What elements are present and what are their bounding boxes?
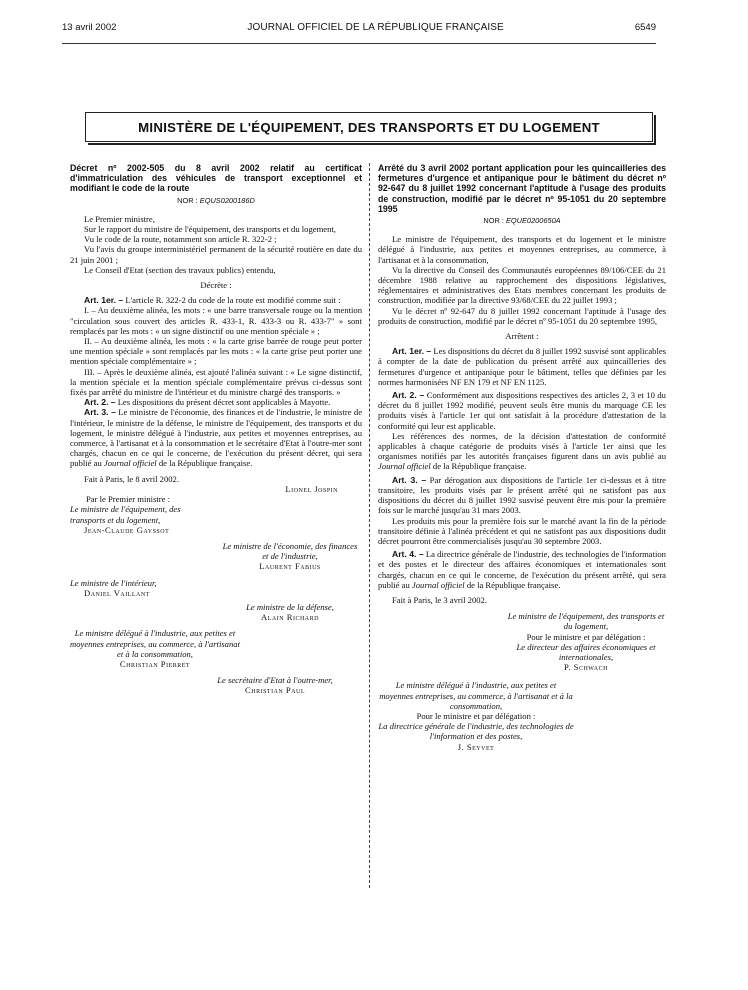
- article-label: Art. 2. –: [84, 397, 116, 408]
- signatory-title: Le secrétaire d'Etat à l'outre-mer,: [217, 675, 333, 686]
- ministry-banner: MINISTÈRE DE L'ÉQUIPEMENT, DES TRANSPORTS ET DU LOGEMENT: [85, 112, 653, 142]
- journal-officiel-ref: Journal officiel: [411, 579, 465, 590]
- fait-a-paris: Fait à Paris, le 8 avril 2002.: [84, 473, 179, 484]
- article-text: Les dispositions du décret du 8 juillet 1992 susvisé sont applicables à compter de la date de publication du présent arrêté aux quincailleries des fermetures d'urgence et antipanique pour le bâtiment, telles que définies par les normes harmonisées NF EN 179 et NF EN 1125.: [378, 346, 666, 387]
- article-1: [378, 346, 666, 387]
- article-text: La directrice générale de l'industrie, des technologies de l'information et des postes et le directeur des affaires économiques et internationales sont chargés, chacun en ce qui le concerne, de l'exécution du présent arrêté, qui sera publié au: [378, 549, 666, 590]
- fait-a-paris: Fait à Paris, le 3 avril 2002.: [392, 594, 487, 605]
- article-label: Art. 3. –: [84, 407, 116, 418]
- signature-block: [220, 541, 360, 572]
- paragraph: Le Conseil d'Etat (section des travaux publics) entendu,: [84, 264, 276, 275]
- article-label: Art. 1er. –: [84, 295, 124, 306]
- signature-block: [506, 611, 666, 672]
- delegation-line: Pour le ministre et par délégation :: [526, 631, 646, 642]
- arretent-heading: Arrêtent :: [505, 331, 539, 342]
- signatory-title: Le ministre délégué à l'industrie, aux petites et moyennes entreprises, au commerce, à l'artisanat et à la consommation,: [379, 680, 573, 711]
- article-3: [70, 407, 362, 468]
- nor-label: NOR :: [483, 216, 504, 226]
- signatory-title: Le ministre de l'économie, des finances et de l'industrie,: [222, 540, 358, 562]
- pm-signature: Lionel Jospin: [285, 483, 338, 494]
- article-label: Art. 1er. –: [392, 346, 432, 357]
- article-4: [378, 549, 666, 590]
- paragraph: Sur le rapport du ministre de l'équipement, des transports et du logement,: [84, 224, 336, 235]
- decrete-heading: Décrète :: [200, 280, 232, 291]
- article-2: [378, 390, 666, 431]
- paragraph: Vu le décret nº 92-647 du 8 juillet 1992 concernant l'aptitude à l'usage des produits de construction, modifié par le décret nº 95-1051 du 20 septembre 1995,: [378, 305, 666, 326]
- signatory-title: Le ministre délégué à l'industrie, aux petites et moyennes entreprises, au commerce, à l'artisanat et à la consommation,: [70, 628, 240, 659]
- arrete-nor: [378, 216, 666, 226]
- nor-label: NOR :: [177, 195, 198, 205]
- article-3: [378, 475, 666, 516]
- page-header: [62, 22, 656, 33]
- signatory-title: Le ministre de la défense,: [246, 601, 334, 612]
- article-text-end: de la République française.: [432, 461, 527, 472]
- signature-block: [378, 680, 574, 751]
- signatory-name: Christian Paul: [245, 685, 305, 696]
- column-divider: [369, 163, 370, 888]
- signature-block: [70, 628, 240, 669]
- article-1: [70, 295, 362, 305]
- left-column: [70, 163, 362, 696]
- header-date: 13 avril 2002: [62, 22, 117, 33]
- item-i: I. – Au deuxième alinéa, les mots : « une barre transversale rouge ou la mention "circulation sous couvert des articles R. 433-1, R. 433-3 ou R. 433-7" » sont remplacés par les mots : « un signe distinctif ou une mention spéciale » ;: [70, 305, 362, 336]
- article-text-end: de la République française.: [158, 458, 253, 469]
- nor-code: EQUS0200186D: [199, 195, 255, 205]
- paragraph: Vu la directive du Conseil des Communautés européennes 89/106/CEE du 21 décembre 1988 relative au rapprochement des dispositions législatives, réglementaires et administratives des Etats membres concernant les produits de construction, modifiée par la directive 93/68/CEE du 22 juillet 1993 ;: [378, 264, 666, 306]
- article-text: Les dispositions du présent décret sont applicables à Mayotte.: [117, 397, 331, 408]
- delegate-title: Le directeur des affaires économiques et internationales,: [516, 641, 656, 662]
- delegation-line: Pour le ministre et par délégation :: [416, 710, 536, 721]
- article-2: [70, 397, 362, 407]
- article-2-paragraph-2: [378, 431, 666, 472]
- signatory-name: Laurent Fabius: [259, 561, 321, 572]
- signatory-name: Alain Richard: [261, 612, 319, 623]
- signatory-name: J. Seyvet: [457, 741, 495, 752]
- par-le-pm: Par le Premier ministre :: [86, 494, 171, 505]
- delegate-title: La directrice générale de l'industrie, des technologies de l'information et des postes,: [378, 721, 574, 742]
- nor-code: EQUE0200650A: [505, 216, 561, 226]
- decree-title: Décret nº 2002-505 du 8 avril 2002 relatif au certificat d'immatriculation des véhicules de transport exceptionnel et modifiant le code de la route: [70, 163, 362, 194]
- signatory-name: P. Schwach: [564, 662, 608, 673]
- journal-officiel-ref: Journal officiel: [378, 461, 431, 472]
- article-text: Les références des normes, de la décision d'attestation de conformité applicables à chaque catégorie de produits visés à l'article 1er ainsi que les organismes notifiés par les autorités françaises figurent dans un avis publié au: [378, 430, 666, 462]
- journal-officiel-ref: Journal officiel: [103, 458, 157, 469]
- signatory-name: Christian Pierret: [119, 658, 191, 669]
- item-iii: III. – Après le deuxième alinéa, est ajouté l'alinéa suivant : « Le signe distinctif, la mention spéciale et la mention spéciale complémentaire prévus ci-dessus sont fixés par arrêté du ministre de l'intérieur et du ministre chargé des transports. »: [70, 366, 362, 398]
- signatory-name: Daniel Vaillant: [84, 587, 150, 598]
- header-rule: [62, 43, 656, 44]
- paragraph: Le ministre de l'équipement, des transports et du logement et le ministre délégué à l'industrie, aux petites et moyennes entreprises, au commerce, à l'artisanat et à la consommation,: [378, 234, 666, 265]
- signatory-title: Le ministre de l'intérieur,: [70, 577, 157, 588]
- arrete-title: Arrêté du 3 avril 2002 portant application pour les quincailleries des fermetures d'urgence et antipanique pour le bâtiment du décret nº 92-647 du 8 juillet 1992 concernant l'aptitude à l'usage des produits de construction, modifié par le décret nº 95-1051 du 20 septembre 1995: [378, 163, 666, 214]
- paragraph: Le Premier ministre,: [84, 213, 155, 224]
- article-text: L'article R. 322-2 du code de la route est modifié comme suit :: [125, 295, 341, 306]
- signature-block: [70, 504, 210, 535]
- item-ii: II. – Au deuxième alinéa, les mots : « la carte grise barrée de rouge peut porter une mention spéciale » sont remplacés par les mots : « la carte grise peut porter une mention spéciale complémentaire » ;: [70, 336, 362, 367]
- signatory-title: Le ministre de l'équipement, des transports et du logement,: [507, 611, 665, 632]
- signature-block: [220, 602, 360, 622]
- signature-block: [70, 578, 230, 598]
- article-label: Art. 2. –: [392, 390, 425, 401]
- article-text: Le ministre de l'économie, des finances et de l'industrie, le ministre de l'intérieur, le ministre de la défense, le ministre de l'équipement, des transports et du logement, le ministre délégué à l'industrie, aux petites et moyennes entreprises, au commerce, à l'artisanat et à la consommation et le secrétaire d'Etat à l'outre-mer sont chargés, chacun en ce qui le concerne, de l'exécution du présent décret, qui sera publié au: [70, 407, 363, 469]
- article-3-paragraph-2: Les produits mis pour la première fois sur le marché avant la fin de la période transitoire définie à l'alinéa précédent et qui ne satisfont pas aux dispositions dudit décret pourront être commercialisés jusqu'au 30 septembre 2003.: [378, 515, 666, 546]
- paragraph: Vu le code de la route, notamment son article R. 322-2 ;: [84, 234, 277, 245]
- article-label: Art. 3. –: [392, 474, 427, 485]
- paragraph: Vu l'avis du groupe interministériel permanent de la sécurité routière en date du 21 juin 2001 ;: [70, 244, 362, 265]
- signatory-name: Jean-Claude Gayssot: [84, 524, 170, 535]
- header-journal-title: JOURNAL OFFICIEL DE LA RÉPUBLIQUE FRANÇAISE: [247, 22, 504, 33]
- article-label: Art. 4. –: [392, 549, 424, 560]
- header-page-number: 6549: [634, 22, 656, 33]
- article-text: Conformément aux dispositions respectives des articles 2, 3 et 10 du décret du 8 juillet 1992 modifié, peuvent seuls être munis du marquage CE les produits visés à l'article 1er qui ont satisfait à la procédure d'attestation de la conformité qui leur est applicable.: [378, 390, 666, 431]
- signature-block: [190, 675, 360, 695]
- signatory-title: Le ministre de l'équipement, des transports et du logement,: [70, 504, 181, 525]
- article-text-end: de la République française.: [466, 579, 561, 590]
- article-text: Par dérogation aux dispositions de l'article 1er ci-dessus et à titre transitoire, les produits visés par le présent arrêté qui ne satisfont pas aux dispositions du décret du 8 juillet 1992 susvisé peuvent être mis pour la première fois sur le marché jusqu'au 31 mars 2003.: [378, 474, 666, 516]
- decree-nor: [70, 196, 362, 206]
- right-column: [378, 163, 666, 752]
